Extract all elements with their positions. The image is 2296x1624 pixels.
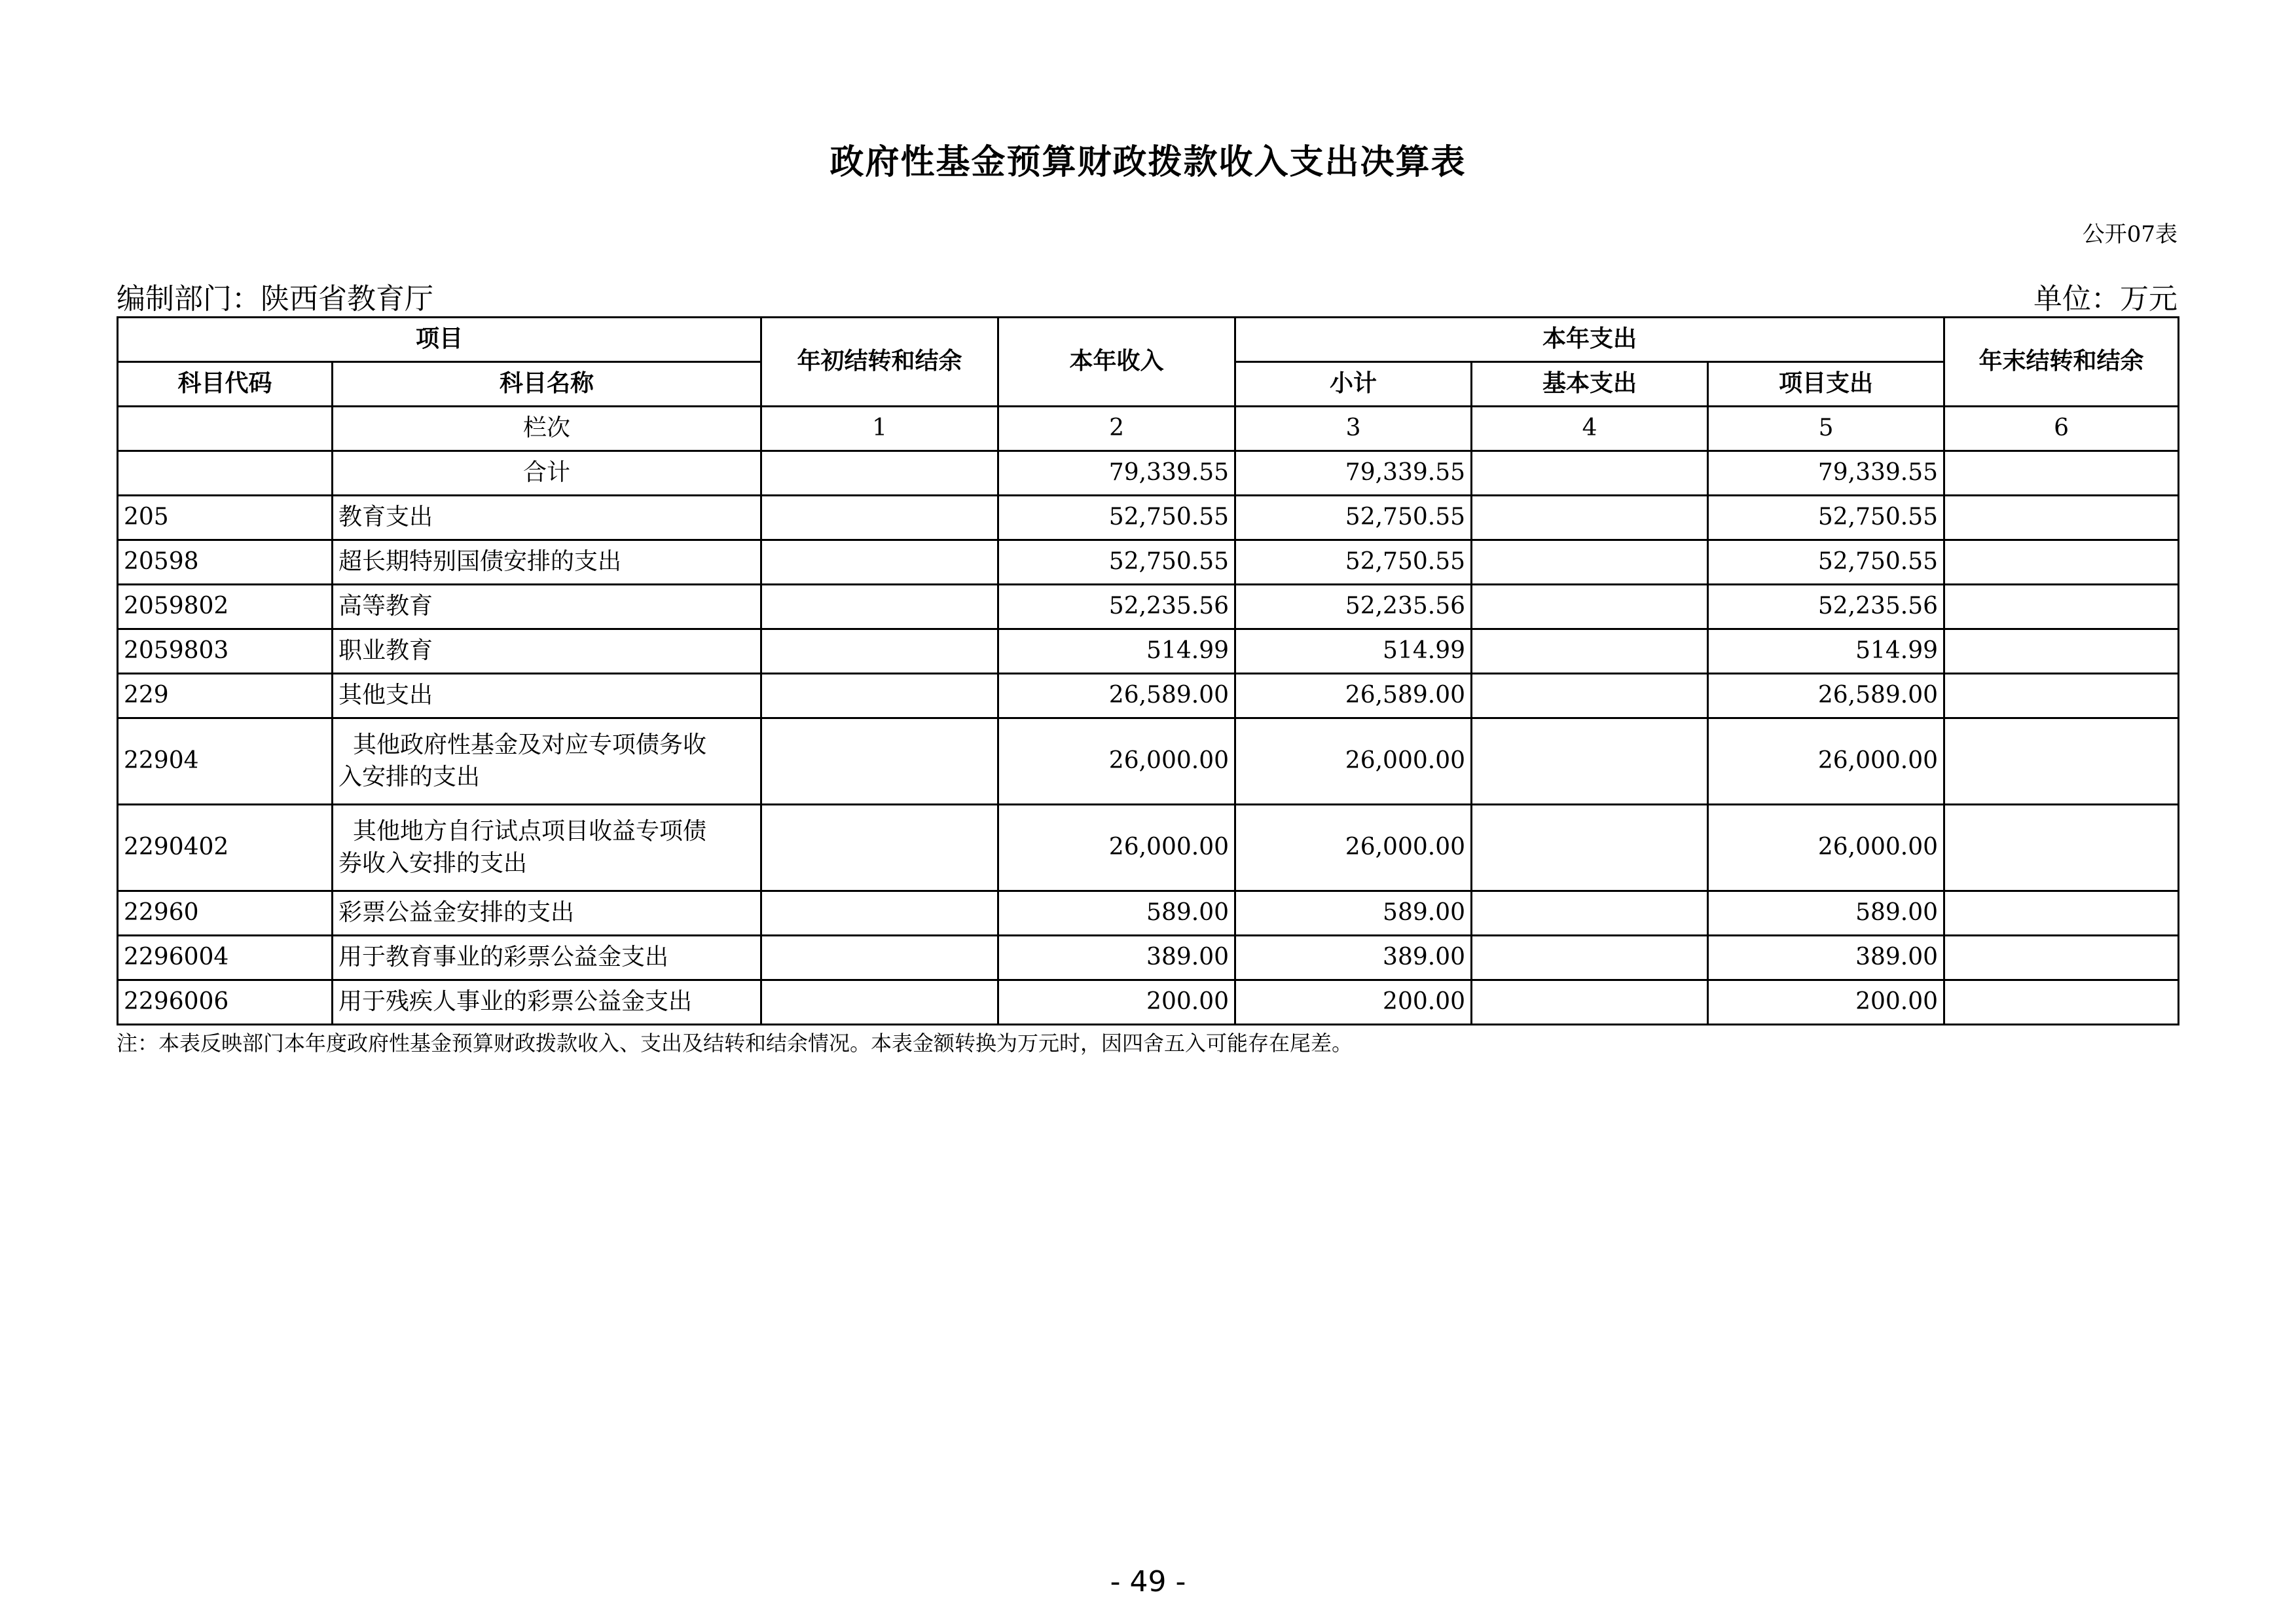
row-name: 用于教育事业的彩票公益金支出: [333, 936, 761, 980]
header-item: 项目: [118, 318, 761, 362]
row-code: 22904: [118, 718, 333, 805]
row-income: 200.00: [998, 980, 1235, 1025]
row-subtotal: 52,235.56: [1235, 585, 1472, 629]
row-name: 彩票公益金安排的支出: [333, 891, 761, 936]
budget-table: [117, 316, 2179, 1025]
row-code: 229: [118, 674, 333, 718]
row-project: 514.99: [1708, 629, 1944, 674]
row-code: 2290402: [118, 805, 333, 891]
row-project: 52,235.56: [1708, 585, 1944, 629]
table-row: [118, 718, 2179, 805]
row-subtotal: 589.00: [1235, 891, 1472, 936]
column-index-row: [118, 407, 2179, 451]
row-income: 514.99: [998, 629, 1235, 674]
header-begin-balance: 年初结转和结余: [761, 318, 998, 407]
row-subtotal: 26,000.00: [1235, 718, 1472, 805]
row-code: 2059802: [118, 585, 333, 629]
total-project: 79,339.55: [1708, 451, 1944, 496]
row-income: 26,000.00: [998, 718, 1235, 805]
row-name-line-1: 其他地方自行试点项目收益专项债: [353, 817, 707, 845]
row-code: 205: [118, 496, 333, 540]
table-row: [118, 936, 2179, 980]
row-subtotal: 26,589.00: [1235, 674, 1472, 718]
column-5: 5: [1708, 407, 1944, 451]
row-subtotal: 200.00: [1235, 980, 1472, 1025]
row-name: 其他支出: [333, 674, 761, 718]
header-row-1: [118, 318, 2179, 362]
row-name-line-1: 其他政府性基金及对应专项债务收: [353, 731, 707, 758]
row-name-line-2: 券收入安排的支出: [338, 849, 528, 877]
row-subtotal: 514.99: [1235, 629, 1472, 674]
row-subtotal: 389.00: [1235, 936, 1472, 980]
table-row: [118, 674, 2179, 718]
row-project: 26,000.00: [1708, 718, 1944, 805]
column-label: 栏次: [333, 407, 761, 451]
row-income: 52,750.55: [998, 496, 1235, 540]
row-project: 26,589.00: [1708, 674, 1944, 718]
page-number: - 49 -: [1110, 1565, 1186, 1598]
row-subtotal: 26,000.00: [1235, 805, 1472, 891]
total-income: 79,339.55: [998, 451, 1235, 496]
table-row: [118, 496, 2179, 540]
table-number: 公开07表: [2082, 221, 2178, 248]
row-name: 超长期特别国债安排的支出: [333, 540, 761, 585]
row-project: 200.00: [1708, 980, 1944, 1025]
column-2: 2: [998, 407, 1235, 451]
total-row: [118, 451, 2179, 496]
table-row: [118, 585, 2179, 629]
header-income: 本年收入: [998, 318, 1235, 407]
row-code: 20598: [118, 540, 333, 585]
header-basic: 基本支出: [1472, 362, 1708, 407]
footnote: 注：本表反映部门本年度政府性基金预算财政拨款收入、支出及结转和结余情况。本表金额转换为万元时，因四舍五入可能存在尾差。: [117, 1031, 1353, 1056]
row-name-line-2: 入安排的支出: [338, 763, 481, 790]
row-code: 2296006: [118, 980, 333, 1025]
row-income: 26,589.00: [998, 674, 1235, 718]
header-subtotal: 小计: [1235, 362, 1472, 407]
total-subtotal: 79,339.55: [1235, 451, 1472, 496]
row-name: 职业教育: [333, 629, 761, 674]
department-label: 编制部门：陕西省教育厅: [117, 282, 433, 316]
unit-label: 单位：万元: [2033, 282, 2178, 316]
column-6: 6: [1944, 407, 2179, 451]
column-1: 1: [761, 407, 998, 451]
row-code: 2296004: [118, 936, 333, 980]
header-name: 科目名称: [333, 362, 761, 407]
table-row: [118, 980, 2179, 1025]
row-project: 52,750.55: [1708, 540, 1944, 585]
column-4: 4: [1472, 407, 1708, 451]
row-name: 用于残疾人事业的彩票公益金支出: [333, 980, 761, 1025]
table-row: [118, 805, 2179, 891]
header-code: 科目代码: [118, 362, 333, 407]
row-name: 教育支出: [333, 496, 761, 540]
table-row: [118, 540, 2179, 585]
column-3: 3: [1235, 407, 1472, 451]
row-project: 26,000.00: [1708, 805, 1944, 891]
total-label: 合计: [333, 451, 761, 496]
row-code: 22960: [118, 891, 333, 936]
header-end-balance: 年末结转和结余: [1944, 318, 2179, 407]
row-subtotal: 52,750.55: [1235, 540, 1472, 585]
row-project: 389.00: [1708, 936, 1944, 980]
row-name: [333, 718, 761, 805]
row-name: [333, 805, 761, 891]
header-project: 项目支出: [1708, 362, 1944, 407]
row-income: 589.00: [998, 891, 1235, 936]
row-name: 高等教育: [333, 585, 761, 629]
table-row: [118, 629, 2179, 674]
row-income: 52,750.55: [998, 540, 1235, 585]
row-project: 589.00: [1708, 891, 1944, 936]
table-row: [118, 891, 2179, 936]
row-income: 26,000.00: [998, 805, 1235, 891]
row-subtotal: 52,750.55: [1235, 496, 1472, 540]
row-income: 389.00: [998, 936, 1235, 980]
row-income: 52,235.56: [998, 585, 1235, 629]
row-project: 52,750.55: [1708, 496, 1944, 540]
header-expense: 本年支出: [1235, 318, 1944, 362]
row-code: 2059803: [118, 629, 333, 674]
page-title: 政府性基金预算财政拨款收入支出决算表: [829, 143, 1467, 182]
